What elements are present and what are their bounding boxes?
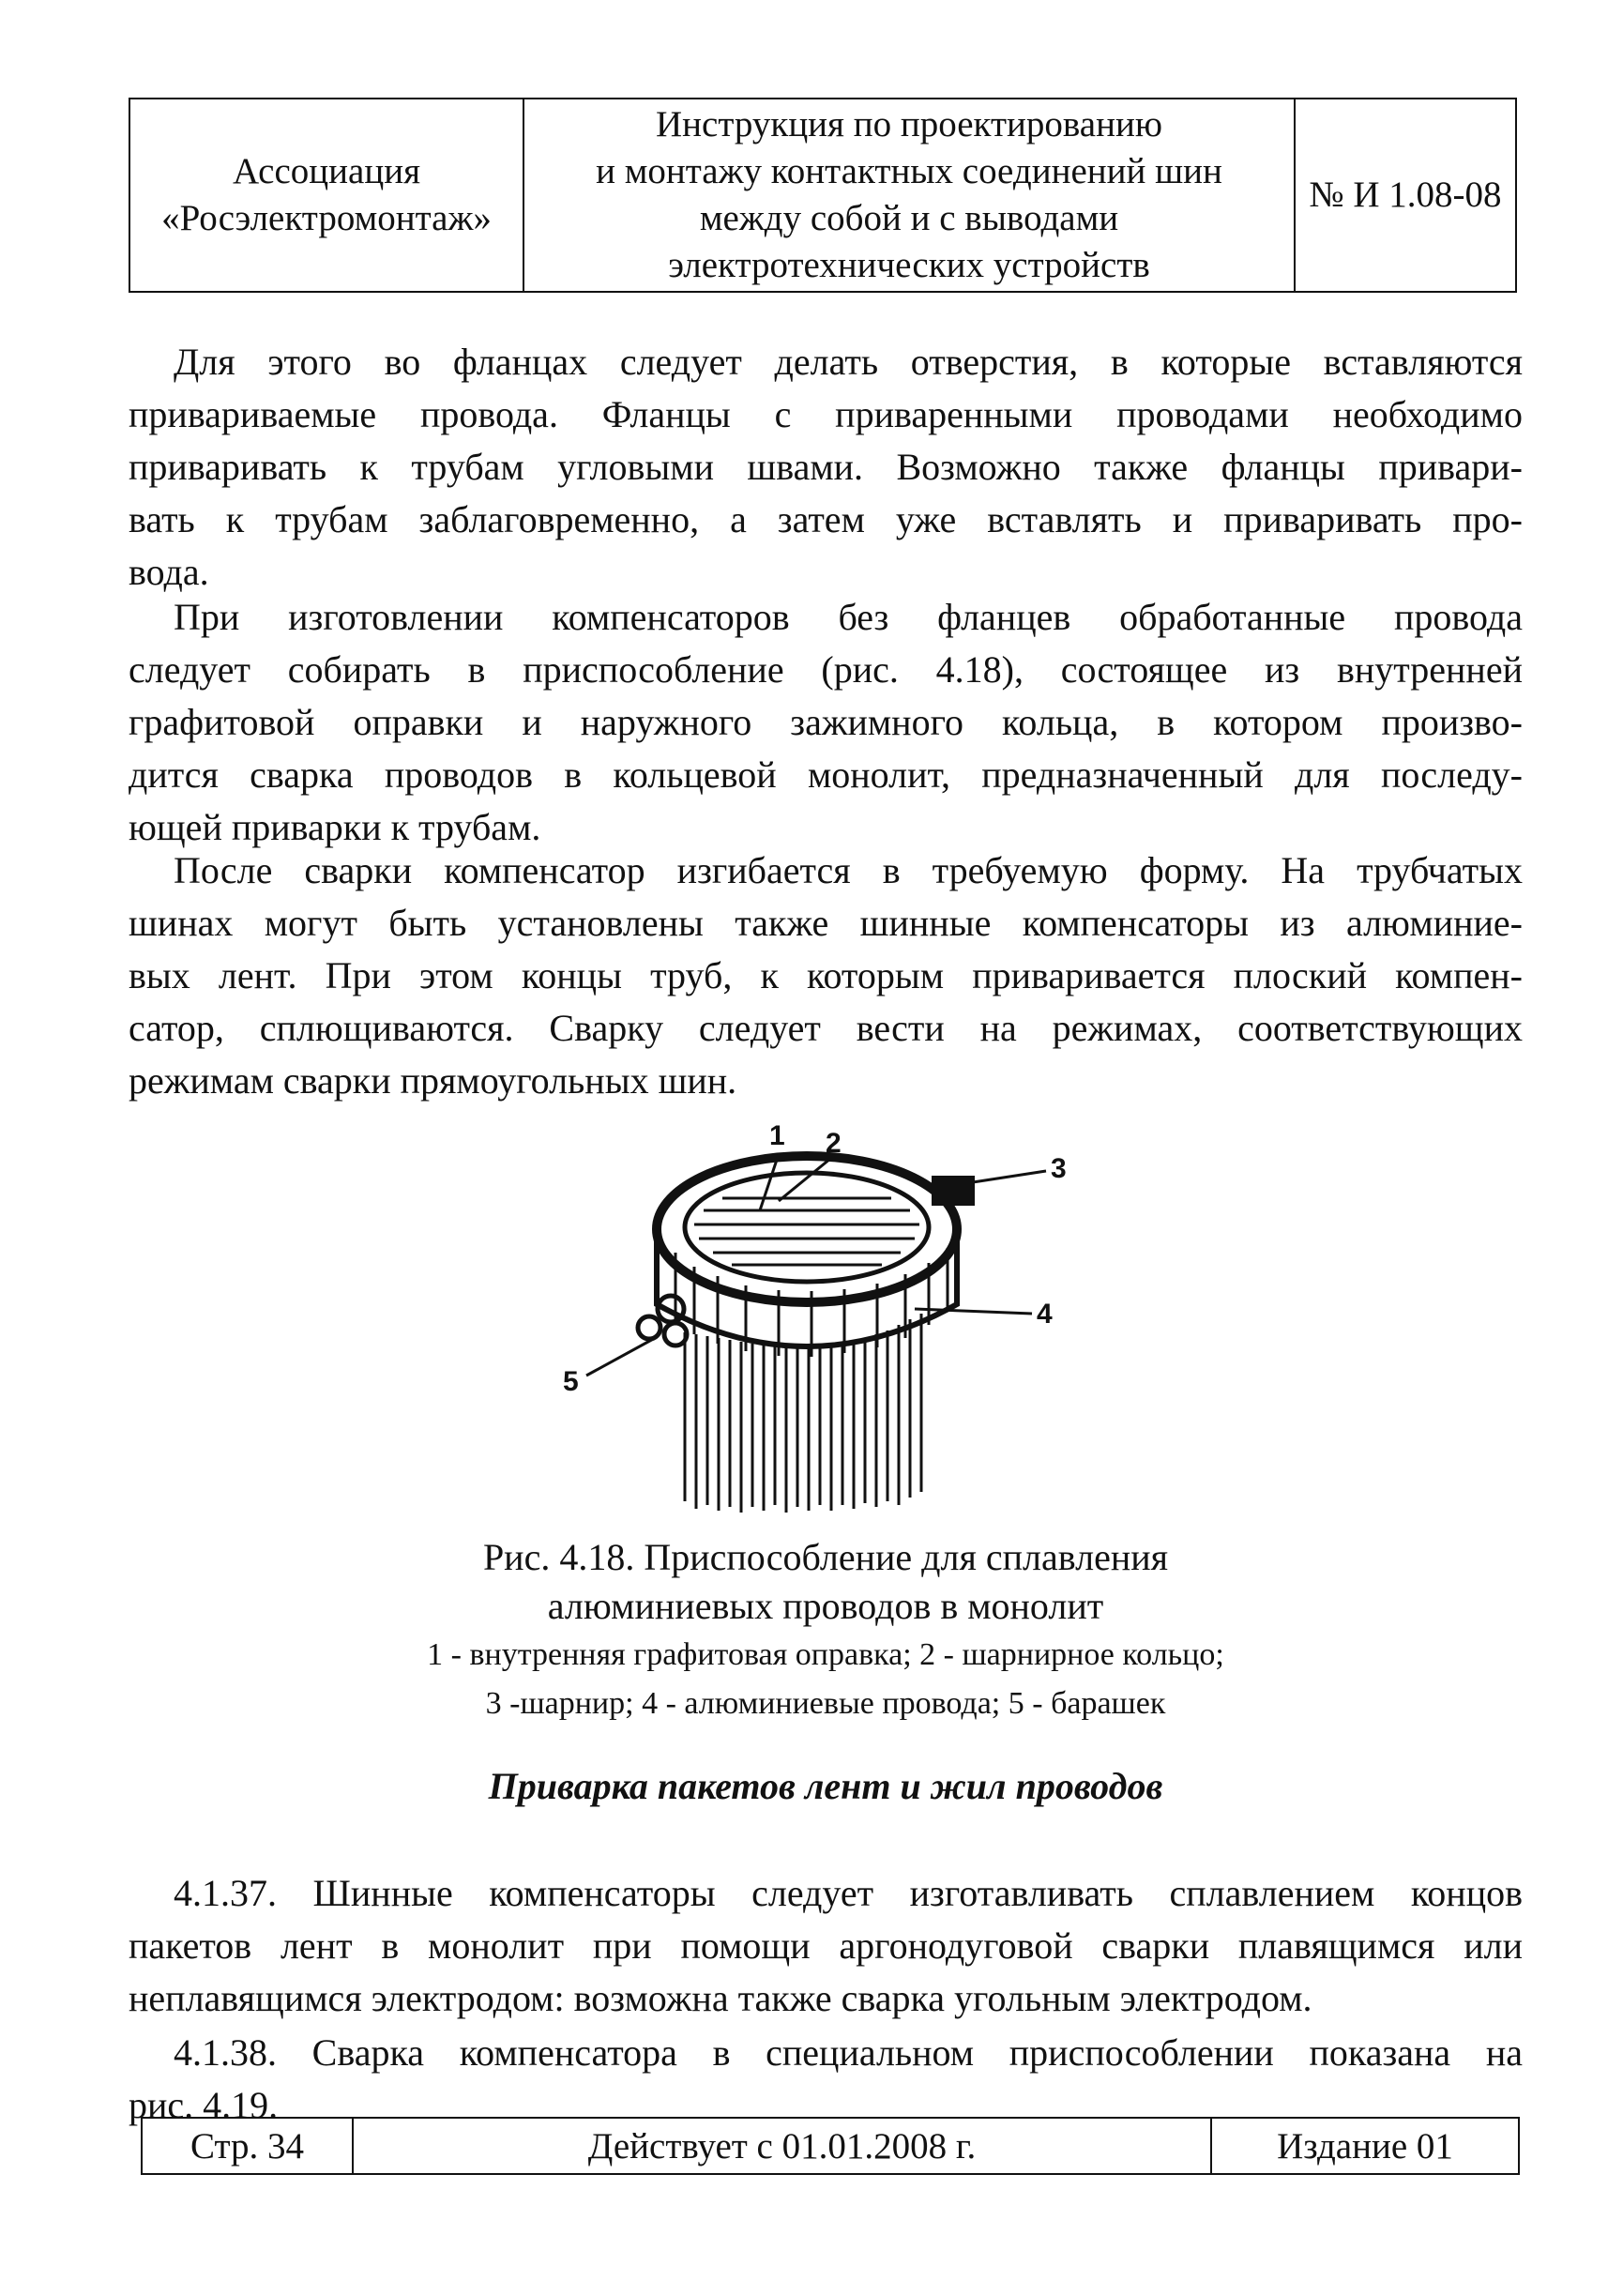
document-header: [129, 98, 1517, 293]
organization-cell: [130, 99, 524, 291]
caption-line-1: Рис. 4.18. Приспособление для сплавления: [482, 1536, 1169, 1578]
text-line: дится сварка проводов в кольцевой монолит, предназначенный для последу-: [129, 753, 1523, 796]
text-line: пакетов лент в монолит при помощи аргонодуговой сварки плавящимся или: [129, 1924, 1523, 1967]
organization-line-2: «Росэлектромонтаж»: [161, 198, 492, 238]
page-number: Стр. 34: [143, 2119, 354, 2173]
figure-caption: [129, 1533, 1523, 1728]
document-footer: [141, 2117, 1520, 2175]
graphite-mandrel: [685, 1173, 929, 1282]
document-number: № И 1.08-08: [1309, 175, 1502, 215]
figure-label-5: 5: [563, 1366, 579, 1397]
text-line: неплавящимся электродом: возможна также сварка угольным электродом.: [129, 1977, 1312, 2019]
text-line: вых лент. При этом концы труб, к которым приваривается плоский компен-: [129, 954, 1523, 996]
document-number-cell: [1296, 99, 1515, 291]
text-line: приваривать к трубам угловыми швами. Возможно также фланцы привари-: [129, 446, 1523, 488]
figure-fixture-illustration: [544, 1088, 1069, 1520]
figure-label-3: 3: [1051, 1153, 1067, 1184]
text-line: вода.: [129, 551, 209, 593]
caption-line-2: алюминиевых проводов в монолит: [547, 1585, 1104, 1627]
effective-date: Действует с 01.01.2008 г.: [354, 2119, 1212, 2173]
organization-line-1: Ассоциация: [232, 151, 421, 191]
text-line: 4.1.38. Сварка компенсатора в специальном приспособлении показана на: [174, 2031, 1523, 2074]
text-line: Для этого во фланцах следует делать отверстия, в которые вставляются: [174, 341, 1523, 383]
text-line: шинах могут быть установлены также шинные компенсаторы из алюминие-: [129, 902, 1523, 944]
text-line: режимам сварки прямоугольных шин.: [129, 1059, 737, 1102]
figure-label-1: 1: [769, 1120, 785, 1151]
hinge: [933, 1178, 973, 1204]
wire-bundle: [685, 1314, 921, 1513]
paragraph-2: [129, 591, 1523, 854]
legend-line-1: 1 - внутренняя графитовая оправка; 2 - шарнирное кольцо;: [427, 1637, 1224, 1672]
paragraph-4: [129, 1867, 1523, 2025]
document-title-cell: [524, 99, 1296, 291]
paragraph-1: [129, 336, 1523, 599]
title-line-1: Инструкция по проектированию: [656, 104, 1162, 144]
figure-label-4: 4: [1037, 1299, 1053, 1330]
legend-line-2: 3 -шарнир; 4 - алюминиевые провода; 5 - барашек: [485, 1686, 1166, 1721]
title-line-4: электротехнических устройств: [668, 245, 1150, 285]
wing-nut: [638, 1296, 687, 1346]
text-line: графитовой оправки и наружного зажимного кольца, в котором произво-: [129, 701, 1523, 743]
text-line: После сварки компенсатор изгибается в требуемую форму. На трубчатых: [174, 849, 1523, 891]
edition: Издание 01: [1277, 2125, 1453, 2167]
text-line: рис. 4.19.: [129, 2084, 279, 2126]
text-line: 4.1.37. Шинные компенсаторы следует изготавливать сплавлением концов: [174, 1872, 1523, 1914]
text-line: ющей приварки к трубам.: [129, 806, 541, 848]
text-line: При изготовлении компенсаторов без фланцев обработанные провода: [174, 596, 1523, 638]
title-line-2: и монтажу контактных соединений шин: [596, 151, 1222, 191]
paragraph-3: [129, 844, 1523, 1107]
title-line-3: между собой и с выводами: [699, 198, 1119, 238]
figure-label-2: 2: [826, 1128, 842, 1159]
section-title: Приварка пакетов лент и жил проводов: [488, 1765, 1163, 1807]
text-line: следует собирать в приспособление (рис. 4.18), состоящее из внутренней: [129, 648, 1523, 691]
text-line: сатор, сплющиваются. Сварку следует вести на режимах, соответствующих: [129, 1007, 1523, 1049]
text-line: привариваемые провода. Фланцы с приваренными проводами необходимо: [129, 393, 1523, 435]
text-line: вать к трубам заблаговременно, а затем уже вставлять и приваривать про-: [129, 498, 1523, 540]
